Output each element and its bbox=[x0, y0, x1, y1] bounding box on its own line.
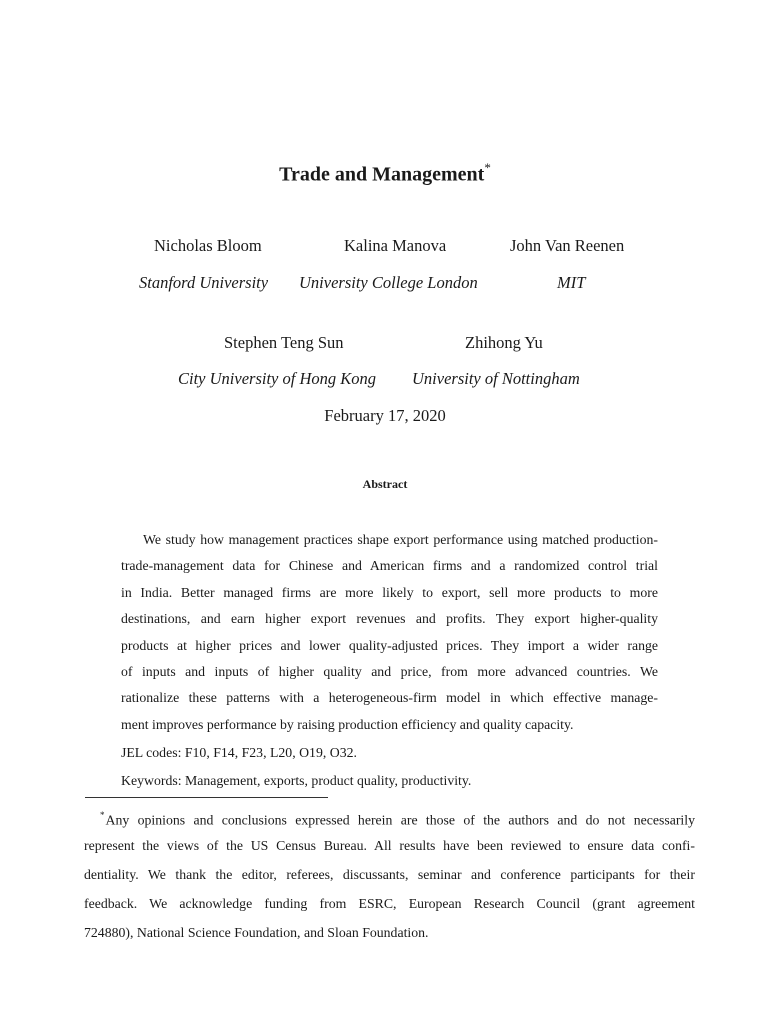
paper-title bbox=[0, 161, 770, 187]
author-affiliation: University College London bbox=[299, 273, 478, 292]
footnote-line-text: feedback. We acknowledge funding from ESRC, European Research Council (grant agreement bbox=[84, 896, 695, 911]
abstract-line-text: of inputs and inputs of higher quality and price, from more advanced countries. We bbox=[121, 663, 658, 679]
abstract-heading: Abstract bbox=[362, 477, 408, 491]
jel-codes: JEL codes: F10, F14, F23, L20, O19, O32. bbox=[121, 745, 357, 760]
abstract-line-text: destinations, and earn higher export revenues and profits. They export higher-quality bbox=[121, 611, 658, 627]
footnote-line bbox=[84, 831, 695, 860]
author-name: John Van Reenen bbox=[510, 236, 625, 255]
author-name: Zhihong Yu bbox=[465, 333, 543, 352]
paper-date: February 17, 2020 bbox=[324, 406, 446, 425]
author-affiliation: MIT bbox=[557, 273, 586, 292]
abstract-line bbox=[121, 606, 658, 632]
footnote-line bbox=[84, 860, 695, 889]
author-name: Nicholas Bloom bbox=[154, 236, 262, 255]
footnote-mark: * bbox=[100, 810, 105, 820]
abstract-line bbox=[121, 685, 658, 711]
abstract-line-text: We study how management practices shape export performance using matched production- bbox=[143, 532, 658, 547]
footnote-line-text: represent the views of the US Census Bureau. All results have been reviewed to ensure data confi- bbox=[84, 838, 695, 853]
footnote-line-text: dentiality. We thank the editor, referees, discussants, seminar and conference participants for their bbox=[84, 867, 695, 882]
footnote-line bbox=[84, 918, 695, 947]
abstract-line bbox=[121, 527, 658, 553]
footnote-line-text: 724880), National Science Foundation, and Sloan Foundation. bbox=[84, 925, 429, 940]
abstract-line-text: ment improves performance by raising production efficiency and quality capacity. bbox=[121, 716, 574, 732]
abstract-body bbox=[121, 527, 658, 738]
abstract-line-text: rationalize these patterns with a heterogeneous-firm model in which effective manage- bbox=[121, 690, 658, 706]
author-name: Kalina Manova bbox=[344, 236, 447, 255]
author-affiliation: City University of Hong Kong bbox=[178, 369, 376, 388]
author-affiliation: University of Nottingham bbox=[412, 369, 580, 388]
author-affiliation: Stanford University bbox=[139, 273, 269, 292]
author-name: Stephen Teng Sun bbox=[224, 333, 344, 352]
abstract-line-text: trade-management data for Chinese and American firms and a randomized control trial bbox=[121, 558, 658, 574]
footnote bbox=[84, 802, 695, 947]
abstract-line bbox=[121, 633, 658, 659]
abstract-line bbox=[121, 580, 658, 606]
abstract-line-text: in India. Better managed firms are more likely to export, sell more products to more bbox=[121, 584, 658, 600]
footnote-rule bbox=[85, 797, 328, 798]
paper-title-text: Trade and Management bbox=[279, 163, 485, 186]
title-footnote-mark[interactable]: * bbox=[484, 160, 491, 175]
abstract-line bbox=[121, 712, 658, 738]
footnote-line bbox=[84, 802, 695, 831]
abstract-line bbox=[121, 659, 658, 685]
footnote-text: Any opinions and conclusions expressed herein are those of the authors and do not necessarily bbox=[105, 812, 695, 828]
footnote-line bbox=[84, 889, 695, 918]
keywords: Keywords: Management, exports, product quality, productivity. bbox=[121, 773, 472, 788]
abstract-line-text: products at higher prices and lower quality-adjusted prices. They import a wider range bbox=[121, 637, 658, 653]
abstract-line bbox=[121, 553, 658, 579]
footnote-line-text bbox=[100, 802, 695, 831]
